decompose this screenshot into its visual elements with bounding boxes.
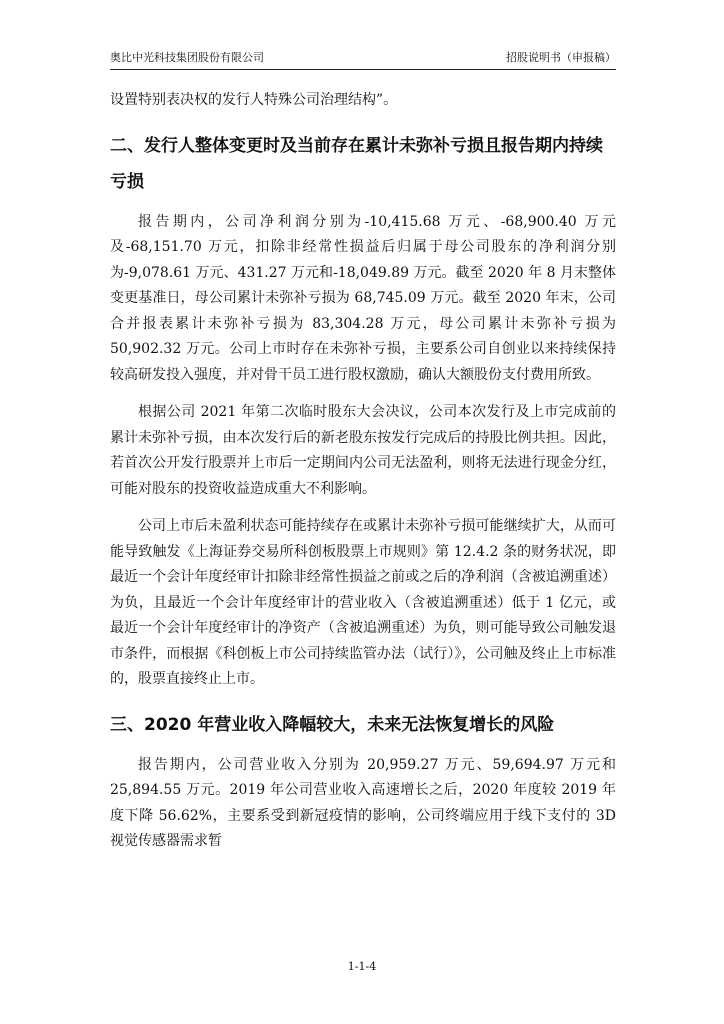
page-number: 1-1-4 xyxy=(347,960,377,973)
company-name: 奥比中光科技集团股份有限公司 xyxy=(110,51,264,64)
section-2-heading: 二、发行人整体变更时及当前存在累计未弥补亏损且报告期内持续亏损 xyxy=(110,135,603,192)
main-content xyxy=(110,88,616,855)
document-type: 招股说明书（申报稿） xyxy=(506,51,616,64)
page-header xyxy=(110,51,616,70)
section-3-heading: 三、2020 年营业收入降幅较大，未来无法恢复增长的风险 xyxy=(110,714,555,735)
section-2-paragraph-1: 报告期内，公司净利润分别为-10,415.68 万元、-68,900.40 万元及-68,151.70 万元，扣除非经常性损益后归属于母公司股东的净利润分别为-9,078.61 万元、431.27 万元和-18,049.89 万元。截至 2020 年 8 月末整体变更基准日，母公司累计未弥补亏损为 68,745.09 万元。截至 2020 年末，公司合并报表累计未弥补亏损为 83,304.28 万元，母公司累计未弥补亏损为 50,902.32 万元。公司上市时存在未弥补亏损，主要系公司自创业以来持续保持较高研发投入强度，并对骨干员工进行股权激励，确认大额股份支付费用所致。 xyxy=(110,213,616,383)
section-2-paragraph-2: 根据公司 2021 年第二次临时股东大会决议，公司本次发行及上市完成前的累计未弥补亏损，由本次发行后的新老股东按发行完成后的持股比例共担。因此，若首次公开发行股票并上市后一定期间内公司无法盈利，则将无法进行现金分红，可能对股东的投资收益造成重大不利影响。 xyxy=(110,404,616,497)
intro-line: 设置特别表决权的发行人特殊公司治理结构”。 xyxy=(110,92,398,108)
section-2-paragraph-3: 公司上市后未盈利状态可能持续存在或累计未弥补亏损可能继续扩大，从而可能导致触发《上海证券交易所科创板股票上市规则》第 12.4.2 条的财务状况，即最近一个会计年度经审计扣除非经常性损益之前或之后的净利润（含被追溯重述）为负，且最近一个会计年度经审计的营业收入（含被追溯重述）低于 1 亿元，或最近一个会计年度经审计的净资产（含被追溯重述）为负，则可能导致公司触发退市条件，而根据《科创板上市公司持续监管办法（试行）》，公司触及终止上市标准的，股票直接终止上市。 xyxy=(110,518,616,687)
section-3-paragraph-1: 报告期内，公司营业收入分别为 20,959.27 万元、59,694.97 万元和 25,894.55 万元。2019 年公司营业收入高速增长之后，2020 年度较 2019 年度下降 56.62%，主要系受到新冠疫情的影响，公司终端应用于线下支付的 3D 视觉传感器需求暂 xyxy=(110,756,616,849)
